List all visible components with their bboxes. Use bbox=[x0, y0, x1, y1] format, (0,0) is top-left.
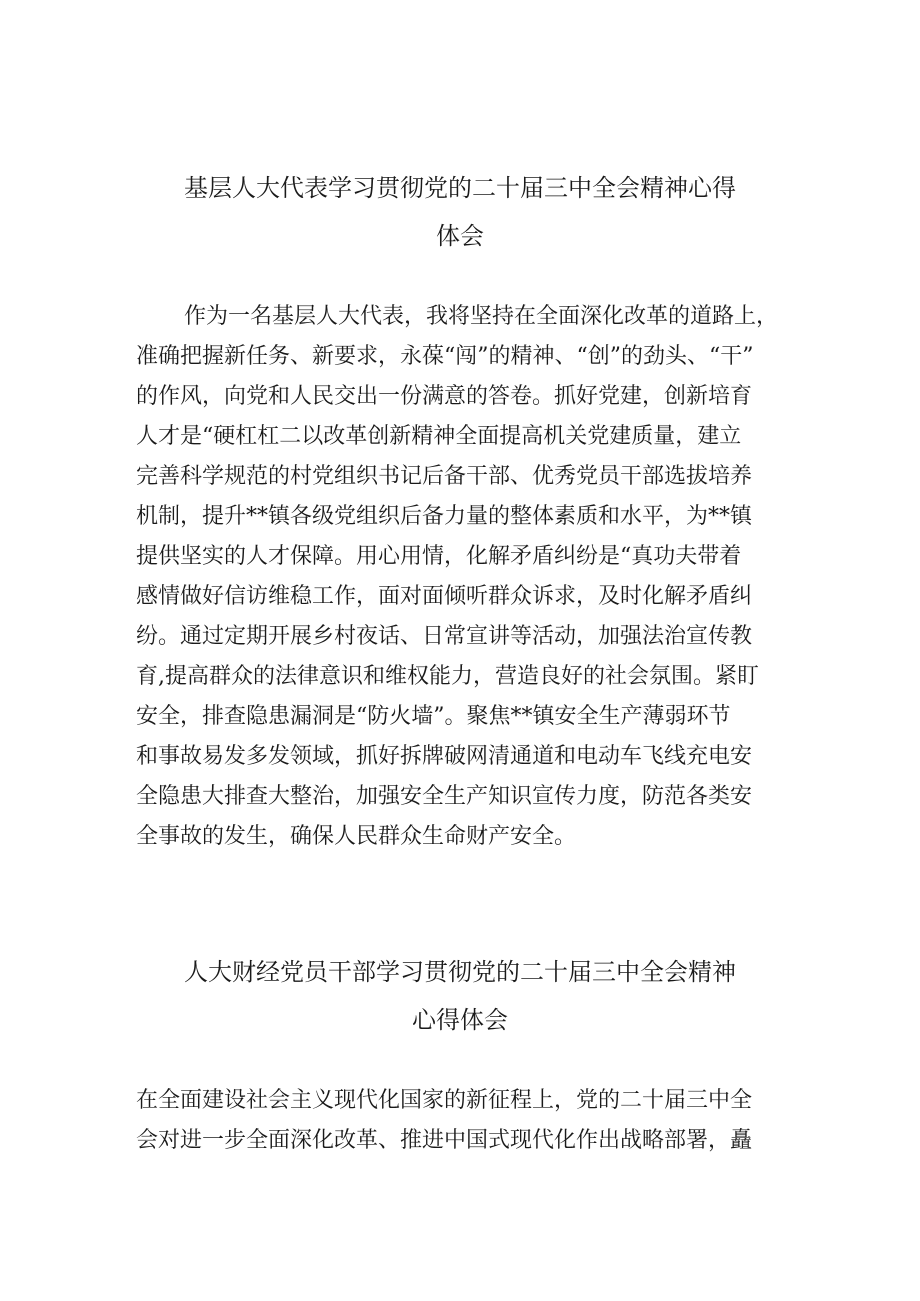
paragraph-line: 全事故的发生，确保人民群众生命财产安全。 bbox=[136, 824, 577, 849]
article-1-title bbox=[0, 168, 920, 256]
paragraph-line: 机制，提升**镇各级党组织后备力量的整体素质和水平，为**镇 bbox=[136, 504, 753, 529]
paragraph-line: 的作风，向党和人民交出一份满意的答卷。抓好党建，创新培育 bbox=[136, 384, 753, 409]
article-2-body bbox=[136, 1081, 786, 1161]
article-2-title-line-1: 人大财经党员干部学习贯彻党的二十届三中全会精神 bbox=[184, 958, 736, 986]
article-2-title bbox=[0, 952, 920, 1040]
article-1-body bbox=[136, 297, 786, 857]
paragraph-line: 完善科学规范的村党组织书记后备干部、优秀党员干部选拔培养 bbox=[136, 464, 753, 489]
paragraph-line: 安全，排查隐患漏洞是“防火墙”。聚焦**镇安全生产薄弱环节 bbox=[136, 704, 731, 729]
article-1-title-line-2: 体会 bbox=[436, 222, 484, 250]
paragraph-line: 和事故易发多发领域，抓好拆牌破网清通道和电动车飞线充电安 bbox=[136, 744, 753, 769]
paragraph-line: 提供坚实的人才保障。用心用情，化解矛盾纠纷是“真功夫带着 bbox=[136, 544, 742, 569]
paragraph-line: 全隐患大排查大整治，加强安全生产知识宣传力度，防范各类安 bbox=[136, 784, 753, 809]
article-1-title-line-1: 基层人大代表学习贯彻党的二十届三中全会精神心得 bbox=[184, 174, 736, 202]
paragraph-line: 作为一名基层人大代表，我将坚持在全面深化改革的道路上， bbox=[184, 304, 779, 329]
paragraph-line: 人才是“硬杠杠二以改革创新精神全面提高机关党建质量，建立 bbox=[136, 424, 742, 449]
paragraph-line: 在全面建设社会主义现代化国家的新征程上，党的二十届三中全 bbox=[136, 1088, 753, 1113]
paragraph-line: 育,提高群众的法律意识和维权能力，营造良好的社会氛围。紧盯 bbox=[136, 664, 759, 689]
article-2-title-line-2: 心得体会 bbox=[412, 1006, 508, 1034]
paragraph-line: 会对进一步全面深化改革、推进中国式现代化作出战略部署，矗 bbox=[136, 1128, 753, 1153]
paragraph-line: 感情做好信访维稳工作，面对面倾听群众诉求，及时化解矛盾纠 bbox=[136, 584, 753, 609]
paragraph-line: 纷。通过定期开展乡村夜话、日常宣讲等活动，加强法治宣传教 bbox=[136, 624, 753, 649]
paragraph-line: 准确把握新任务、新要求，永葆“闯”的精神、“创”的劲头、“干” bbox=[136, 344, 754, 369]
